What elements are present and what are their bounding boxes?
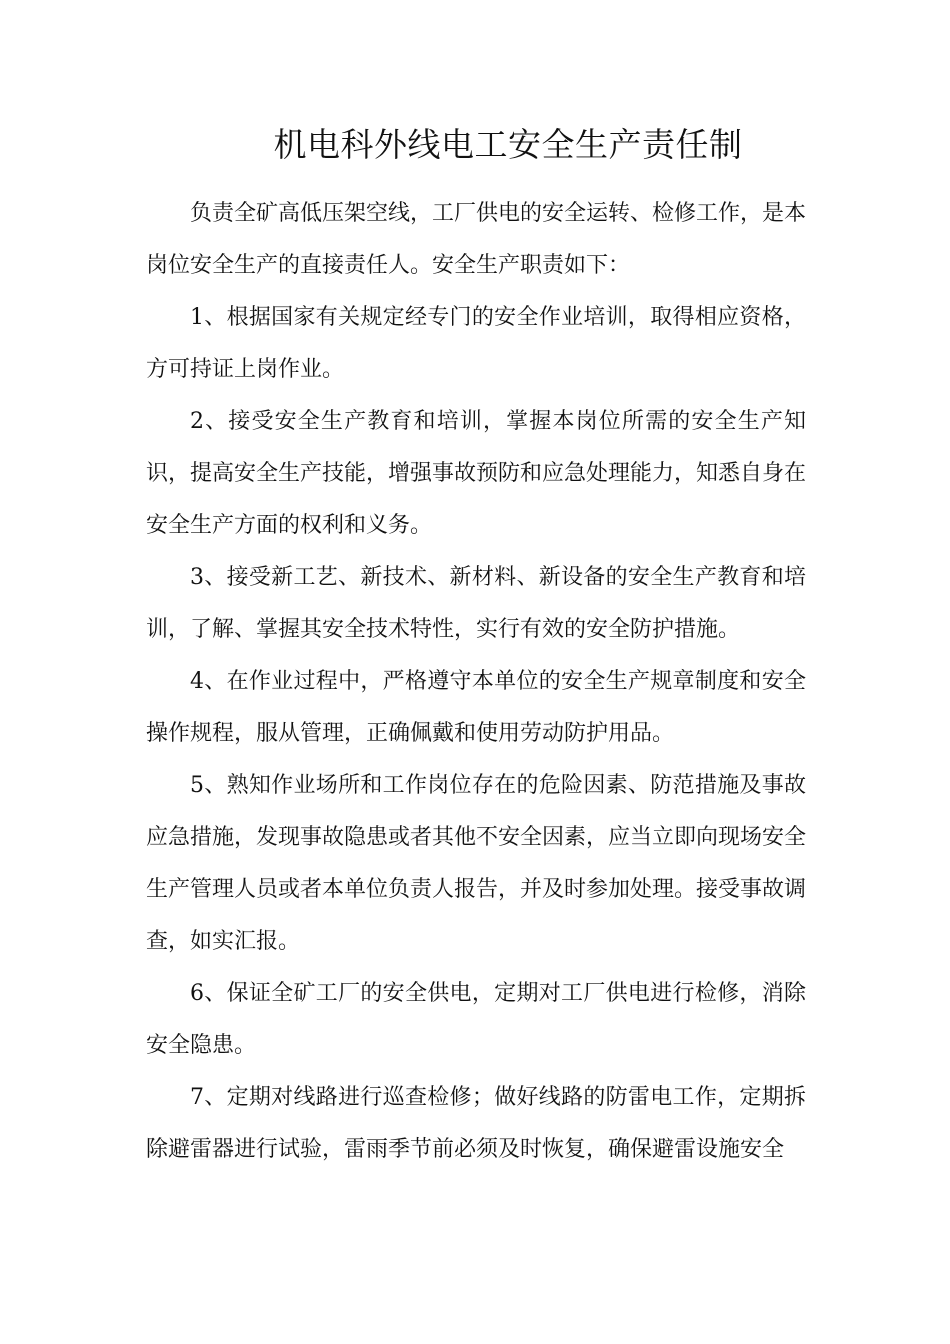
duty-item-2: 2、接受安全生产教育和培训，掌握本岗位所需的安全生产知识，提高安全生产技能，增强事故预防和应急处理能力，知悉自身在安全生产方面的权利和义务。	[146, 409, 807, 538]
document-body	[146, 188, 806, 1176]
intro-paragraph: 负责全矿高低压架空线，工厂供电的安全运转、检修工作，是本岗位安全生产的直接责任人。安全生产职责如下：	[146, 201, 807, 278]
duty-item-5: 5、熟知作业场所和工作岗位存在的危险因素、防范措施及事故应急措施，发现事故隐患或者其他不安全因素，应当立即向现场安全生产管理人员或者本单位负责人报告，并及时参加处理。接受事故调查，如实汇报。	[146, 773, 807, 954]
duty-item-7: 7、定期对线路进行巡查检修；做好线路的防雷电工作，定期拆除避雷器进行试验，雷雨季节前必须及时恢复，确保避雷设施安全	[146, 1085, 806, 1162]
document-title: 机电科外线电工安全生产责任制	[273, 125, 743, 164]
duty-item-3: 3、接受新工艺、新技术、新材料、新设备的安全生产教育和培训，了解、掌握其安全技术特性，实行有效的安全防护措施。	[146, 565, 806, 642]
duty-item-4: 4、在作业过程中，严格遵守本单位的安全生产规章制度和安全操作规程，服从管理，正确佩戴和使用劳动防护用品。	[146, 669, 806, 746]
duty-item-6: 6、保证全矿工厂的安全供电，定期对工厂供电进行检修，消除安全隐患。	[146, 981, 806, 1058]
duty-item-1: 1、根据国家有关规定经专门的安全作业培训，取得相应资格，方可持证上岗作业。	[146, 305, 806, 382]
